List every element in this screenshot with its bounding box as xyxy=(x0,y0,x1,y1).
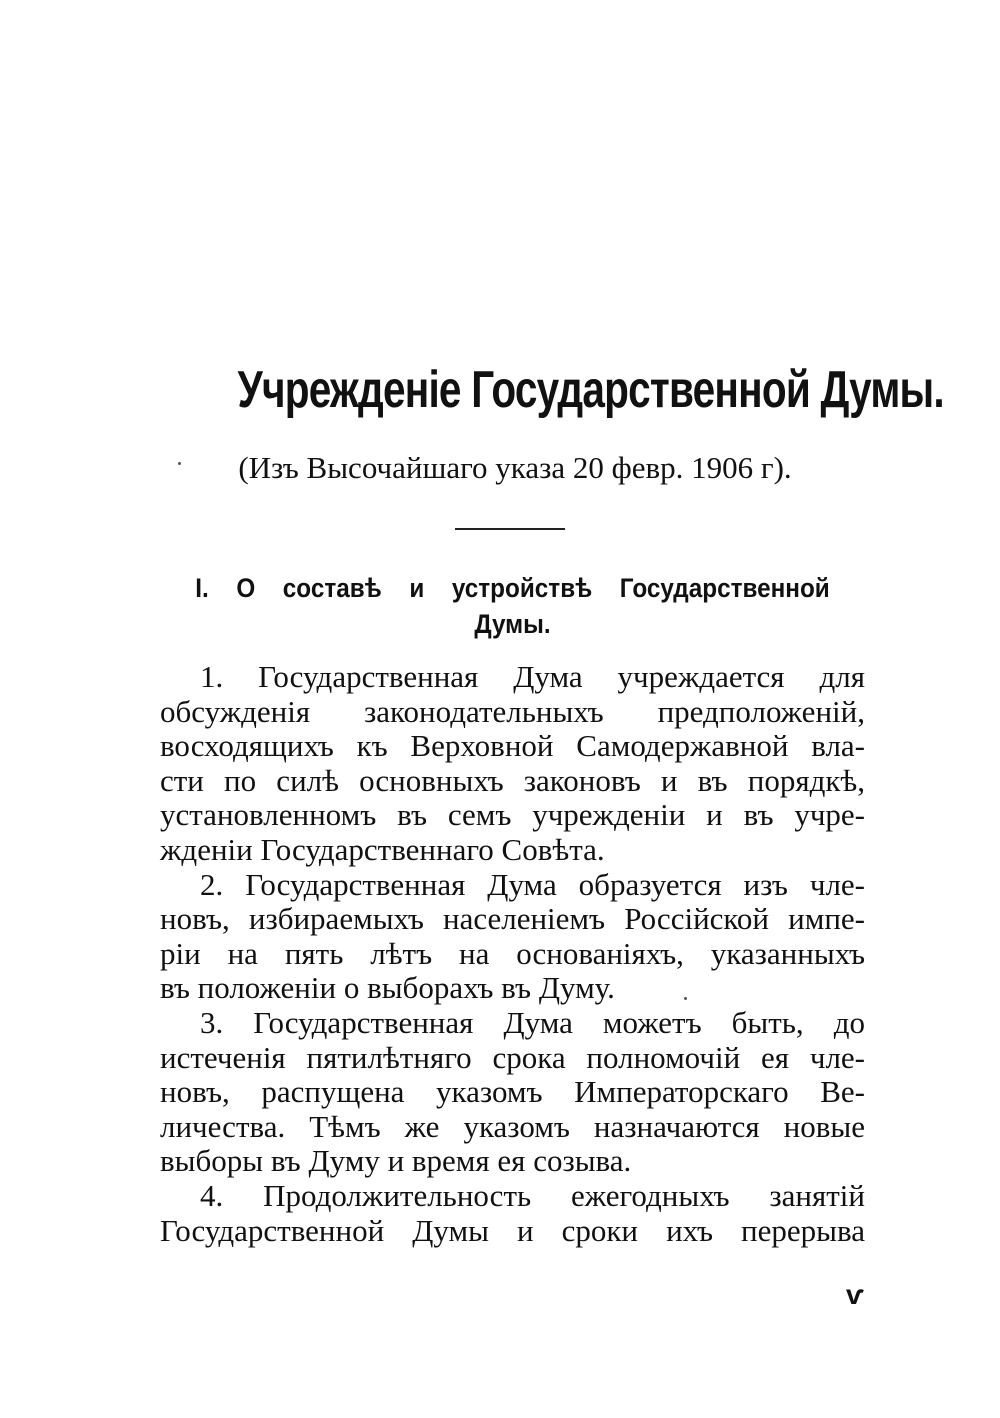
text-line: обсужденія законодательныхъ предположеній, xyxy=(160,693,865,729)
text-line: въ положеніи о выборахъ въ Думу. xyxy=(160,970,615,1006)
text-line: восходящихъ къ Верховной Самодержавной вла- xyxy=(160,728,865,764)
text-line: новъ, избираемыхъ населеніемъ Россійской импе- xyxy=(160,901,865,937)
text-line: сти по силѣ основныхъ законовъ и въ порядкѣ, xyxy=(160,762,865,798)
text-line: Государственной Думы и сроки ихъ перерыва xyxy=(160,1212,865,1248)
separator-rule xyxy=(455,528,565,530)
text-line: 1. Государственная Дума учреждается для xyxy=(200,659,865,694)
text-line: выборы въ Думу и время ея созыва. xyxy=(160,1143,632,1179)
text-line: ріи на пять лѣтъ на основаніяхъ, указанныхъ xyxy=(160,935,865,971)
section-heading-line-1: I. О составѣ и устройствѣ Государственной xyxy=(195,573,830,603)
document-title: Учрежденіе Государственной Думы. xyxy=(237,361,944,419)
text-line: 3. Государственная Дума можетъ быть, до xyxy=(200,1004,865,1040)
page-signature-mark: ѵ xyxy=(846,1279,865,1310)
text-line: новъ, распущена указомъ Императорскаго Ве- xyxy=(160,1074,865,1110)
body-text xyxy=(160,660,865,1248)
print-speck xyxy=(178,462,181,465)
text-line: установленномъ въ семъ учрежденіи и въ учре- xyxy=(160,797,865,833)
document-subtitle: (Изъ Высочайшаго указа 20 февр. 1906 г). xyxy=(238,450,792,485)
text-line: личества. Тѣмъ же указомъ назначаются новые xyxy=(160,1108,865,1144)
text-line: 2. Государственная Дума образуется изъ чле- xyxy=(200,866,865,902)
text-line: 4. Продолжительность ежегодныхъ занятій xyxy=(200,1177,865,1213)
text-line: истеченія пятилѣтняго срока полномочій ея чле- xyxy=(160,1039,865,1075)
section-heading-line-2: Думы. xyxy=(474,609,551,639)
print-speck xyxy=(684,997,687,1000)
text-line: жденіи Государственнаго Совѣта. xyxy=(160,831,605,867)
section-heading xyxy=(160,570,865,642)
